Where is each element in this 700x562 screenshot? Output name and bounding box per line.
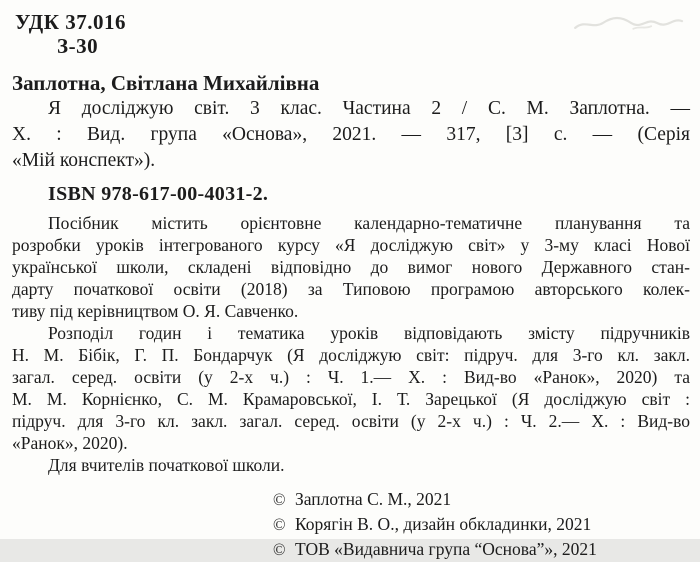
- copyright-symbol: ©: [273, 490, 286, 509]
- copyright-symbol: ©: [273, 515, 286, 534]
- annotation-line: розробки уроків інтегрованого курсу «Я досліджую світ» у 3-му класі Нової: [12, 235, 690, 255]
- bib-entry-line: «Мій конспект»).: [12, 150, 156, 171]
- annotation-line: «Ранок», 2020).: [12, 433, 128, 453]
- annotation-line: Розподіл годин і тематика уроків відповідають змісту підручників: [48, 323, 690, 343]
- annotation-line: загал. серед. освіти (у 2-х ч.) : Ч. 1.— Х. : Вид-во «Ранок», 2020) та: [12, 367, 690, 387]
- audience-note: Для вчителів початкової школи.: [48, 455, 285, 475]
- annotation-line: Посібник містить орієнтовне календарно-тематичне планування та: [48, 213, 690, 233]
- annotation-line: тиву під керівництвом О. Я. Савченко.: [12, 301, 299, 321]
- copyright-symbol: ©: [273, 540, 286, 559]
- udc-number: УДК 37.016: [15, 10, 126, 34]
- annotation-paragraph-2: [12, 322, 690, 454]
- copyright-text: ТОВ «Видавнича група “Основа”», 2021: [295, 539, 597, 559]
- copyright-line: [273, 512, 690, 537]
- annotation-line: Н. М. Бібік, Г. П. Бондарчук (Я досліджую світ: підруч. для 3-го кл. закл.: [12, 345, 690, 365]
- copyright-text: Корягін В. О., дизайн обкладинки, 2021: [295, 514, 592, 534]
- annotation-line: підруч. для 3-го кл. закл. загал. серед. освіти (у 2-х ч.) : Ч. 2.— Х. : Вид-во: [12, 411, 690, 431]
- annotation-line: дарту початкової освіти (2018) за Типовою програмою авторського колек-: [12, 279, 690, 299]
- bibliographic-entry: [12, 96, 690, 174]
- pencil-scribble-mark: [571, 4, 687, 38]
- bib-entry-line: Я досліджую світ. 3 клас. Частина 2 / С. М. Заплотна. —: [48, 98, 690, 119]
- annotation-line: М. М. Корнієнко, С. М. Крамаровської, І. Т. Зарецької (Я досліджую світ :: [12, 389, 690, 409]
- isbn-number: ISBN 978-617-00-4031-2.: [48, 183, 269, 205]
- annotation-paragraph-1: [12, 212, 690, 322]
- author-sign-code: З-30: [57, 34, 99, 58]
- annotation-line: української школи, складені відповідно до вимог нового Державного стан-: [12, 257, 690, 277]
- copyright-line: [273, 537, 690, 562]
- copyright-text: Заплотна С. М., 2021: [295, 489, 452, 509]
- copyright-line: [273, 487, 690, 512]
- author-heading: Заплотна, Світлана Михайлівна: [12, 71, 320, 95]
- bib-entry-line: Х. : Вид. група «Основа», 2021. — 317, [3] с. — (Серія: [12, 124, 690, 145]
- copyright-block: [12, 487, 690, 562]
